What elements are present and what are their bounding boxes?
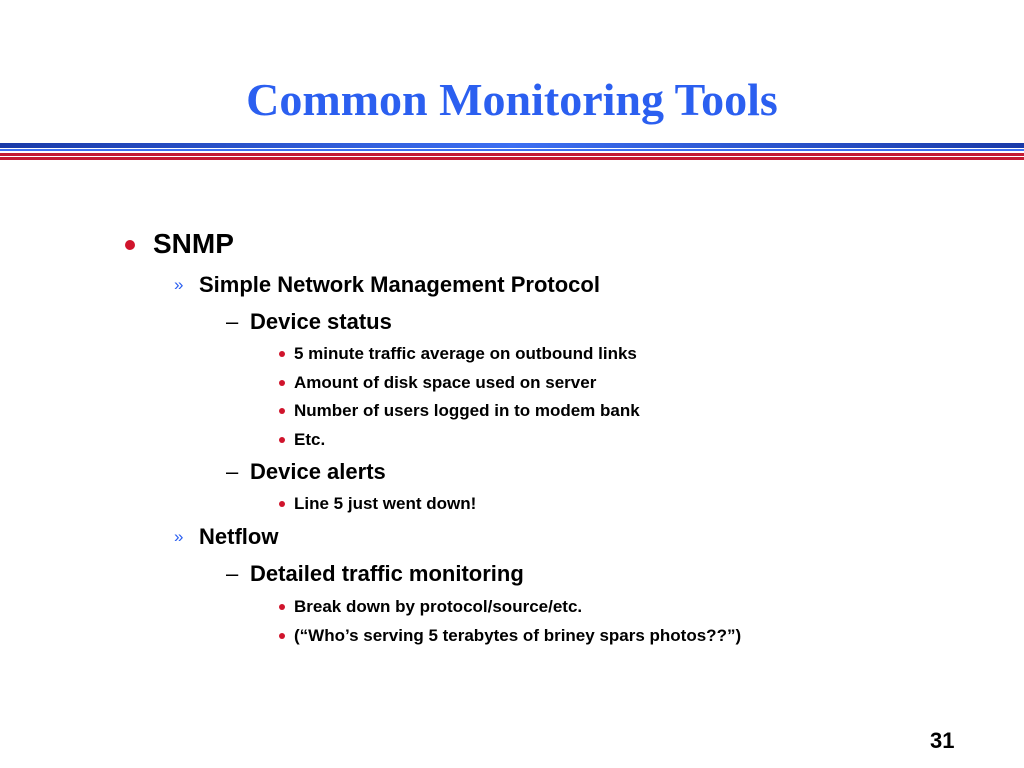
bullet-dot-icon — [279, 408, 285, 414]
outline-item-detailed-monitoring: Detailed traffic monitoring — [250, 561, 524, 586]
title-divider-blue-thin — [0, 149, 1024, 151]
chevron-bullet-icon: » — [174, 275, 184, 294]
outline-item-alert-1: Line 5 just went down! — [294, 494, 477, 513]
outline-item-status-1: 5 minute traffic average on outbound links — [294, 344, 637, 363]
title-divider-red — [0, 153, 1024, 156]
bullet-dot-icon — [279, 501, 285, 507]
title-divider-red-thin — [0, 157, 1024, 160]
outline-item-status-3: Number of users logged in to modem bank — [294, 401, 640, 420]
outline-item-status-2: Amount of disk space used on server — [294, 373, 597, 392]
dash-bullet-icon: – — [226, 459, 239, 484]
bullet-dot-icon — [279, 633, 285, 639]
bullet-dot-icon — [279, 437, 285, 443]
bullet-dot-icon — [279, 351, 285, 357]
dash-bullet-icon: – — [226, 561, 239, 586]
bullet-dot-icon — [279, 380, 285, 386]
bullet-dot-icon — [279, 604, 285, 610]
outline-item-device-alerts: Device alerts — [250, 459, 386, 484]
dash-bullet-icon: – — [226, 309, 239, 334]
bullet-dot-icon — [125, 240, 135, 250]
page-number: 31 — [930, 728, 955, 753]
outline-item-status-4: Etc. — [294, 430, 326, 449]
outline-item-netflow: Netflow — [199, 524, 279, 549]
title-divider-blue — [0, 143, 1024, 148]
outline-item-netflow-1: Break down by protocol/source/etc. — [294, 597, 583, 616]
slide-title: Common Monitoring Tools — [246, 74, 778, 125]
outline-item-snmp: SNMP — [153, 228, 234, 259]
outline-item-device-status: Device status — [250, 309, 392, 334]
chevron-bullet-icon: » — [174, 527, 184, 546]
outline-item-netflow-2: (“Who’s serving 5 terabytes of briney spars photos??”) — [294, 626, 742, 645]
outline-item-snmp-full-name: Simple Network Management Protocol — [199, 272, 600, 297]
